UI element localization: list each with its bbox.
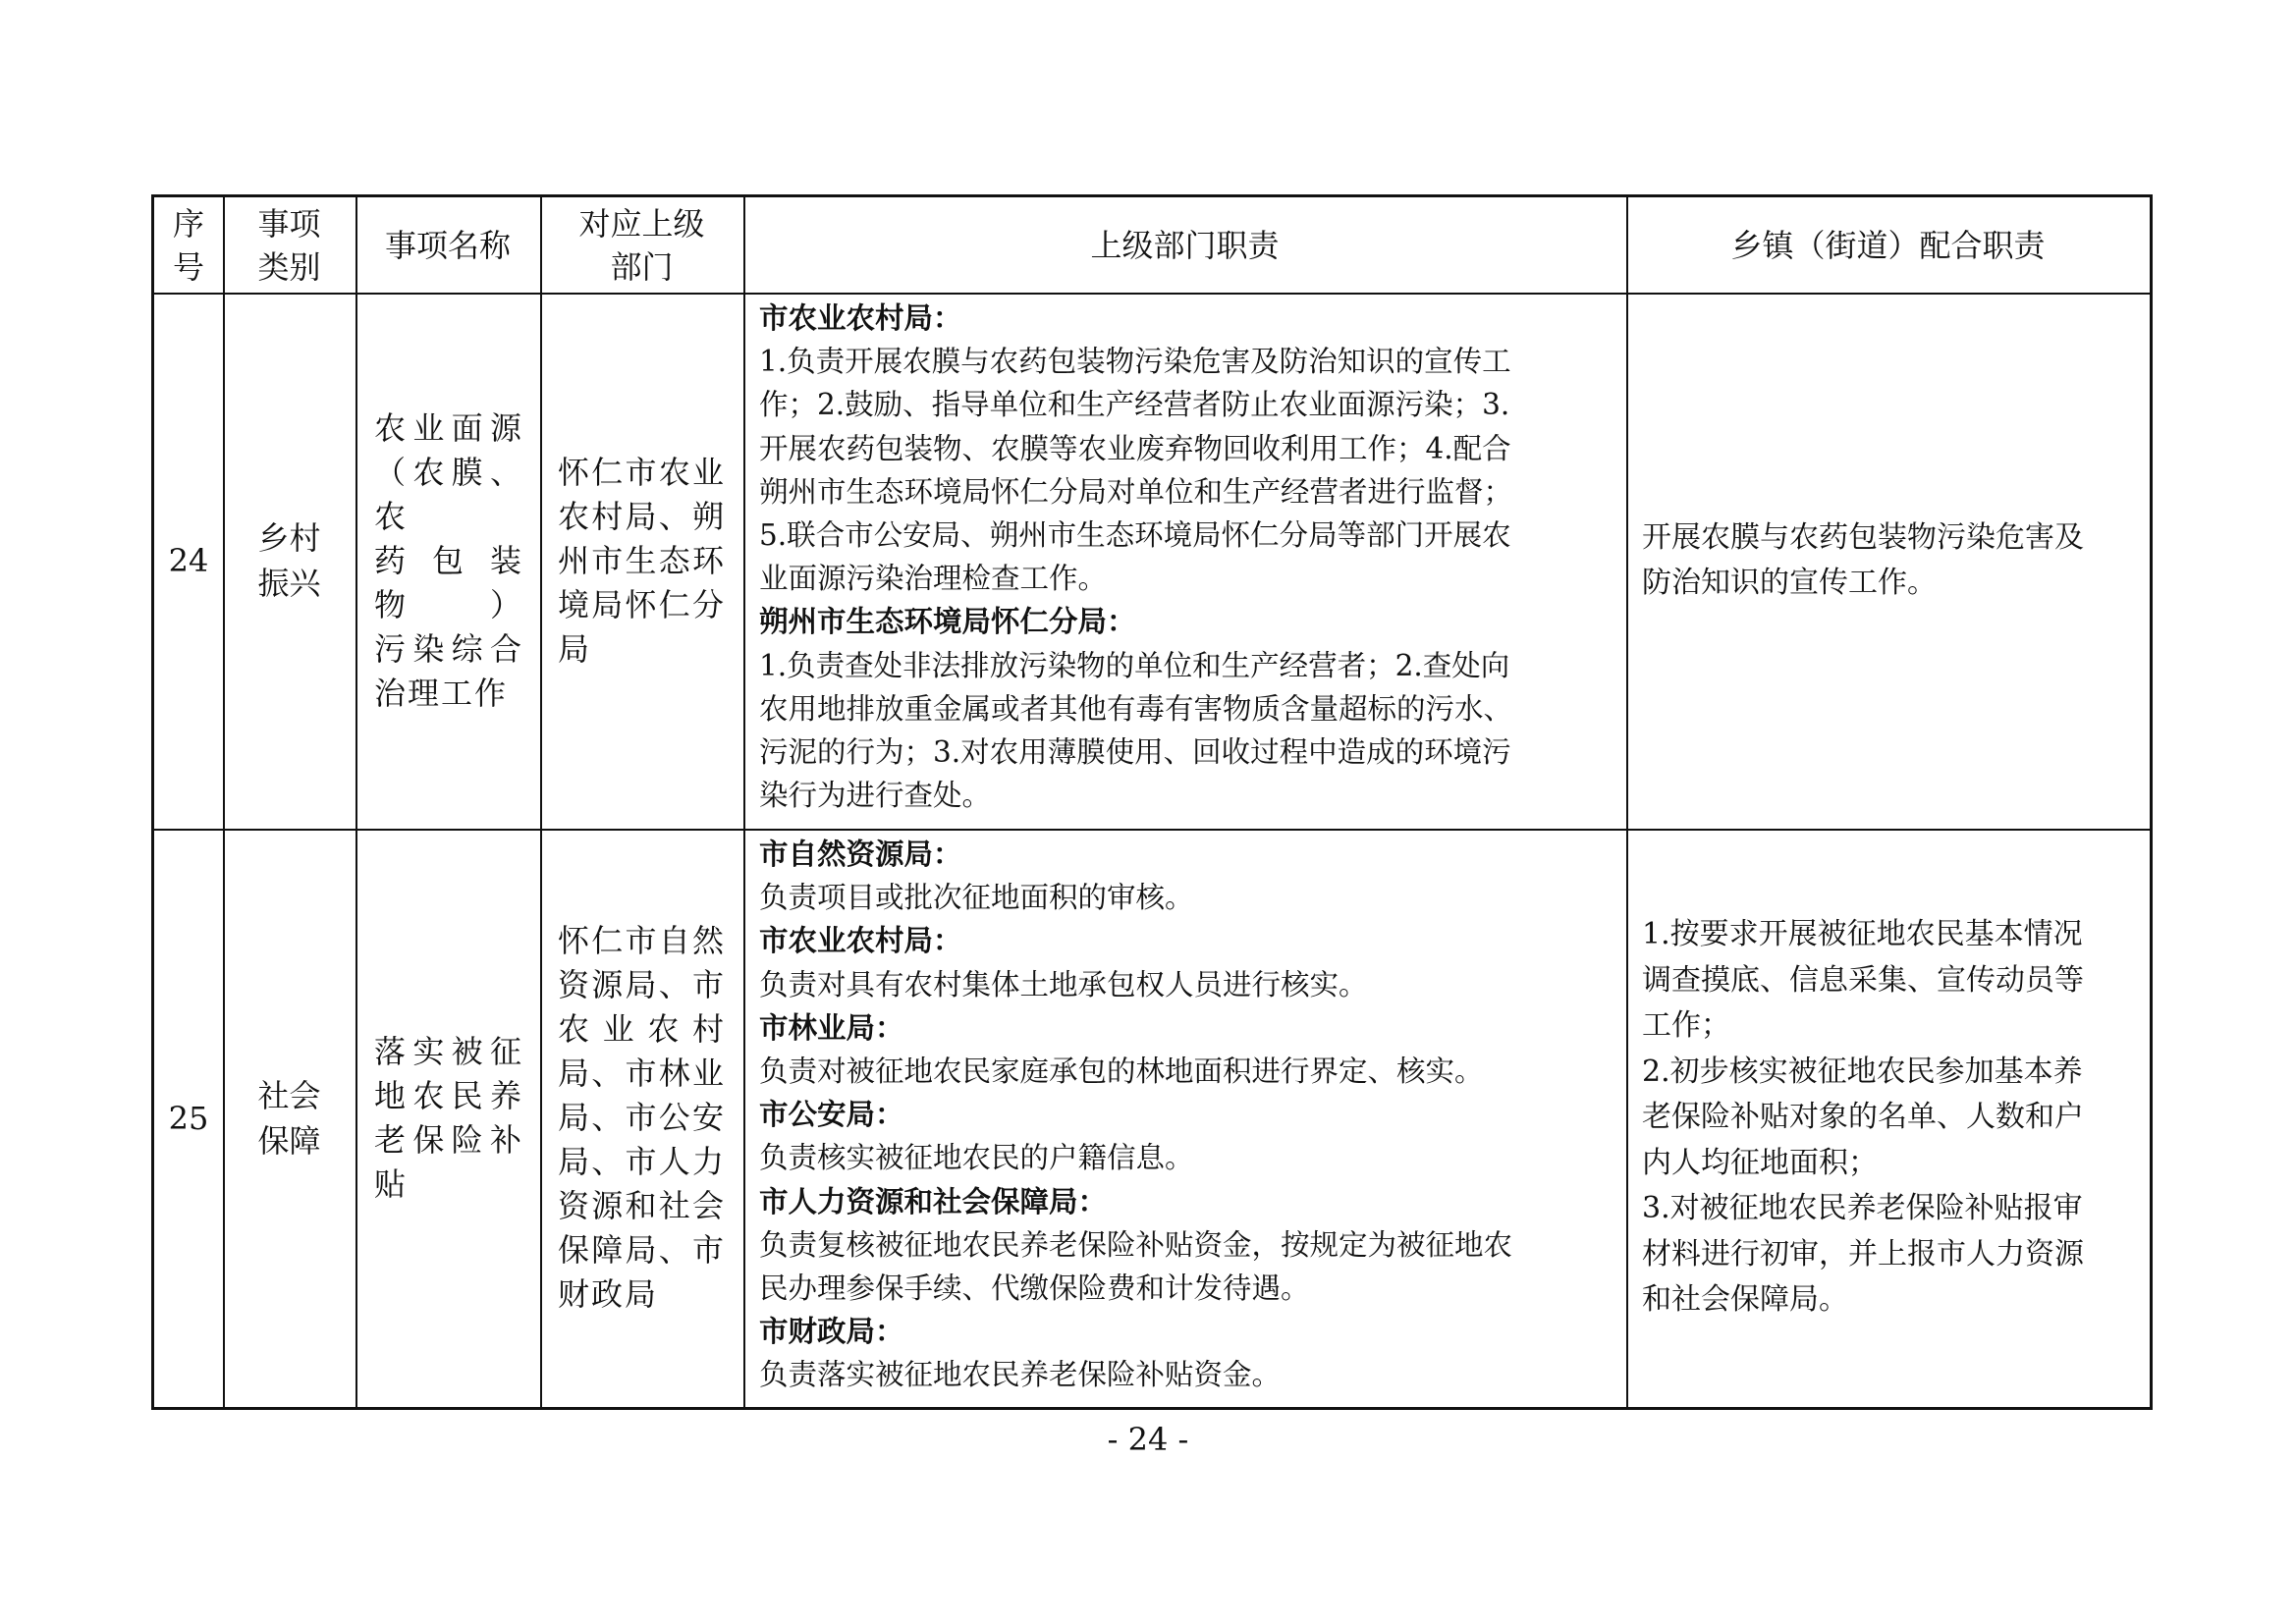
dept-heading: 市农业农村局：: [759, 300, 962, 335]
header-upper-dept: 对应上级 部门: [578, 204, 705, 286]
row-24-upper-dept: 怀仁市农业 农村局、朔 州市生态环 境局怀仁分 局: [558, 453, 726, 668]
header-upper-duties: 上级部门职责: [1090, 226, 1280, 264]
duty-line: 染行为进行查处。: [759, 779, 992, 813]
dept-heading: 市农业农村局：: [759, 923, 962, 958]
duty-line: 民办理参保手续、代缴保险费和计发待遇。: [759, 1271, 1310, 1306]
row-24-seq: 24: [168, 542, 209, 579]
row-24-town-duties: 开展农膜与农药包装物污染危害及 防治知识的宣传工作。: [1642, 519, 2084, 600]
duty-line: 负责项目或批次征地面积的审核。: [759, 881, 1194, 915]
row-25-upper-duties: [743, 829, 1626, 1407]
row-25-seq: 25: [168, 1099, 209, 1137]
duty-line: 污泥的行为；3.对农用薄膜使用、回收过程中造成的环境污: [759, 735, 1511, 770]
duty-line: 开展农药包装物、农膜等农业废弃物回收利用工作；4.配合: [759, 431, 1511, 465]
duty-line: 5.联合市公安局、朔州市生态环境局怀仁分局等部门开展农: [759, 518, 1511, 553]
duty-line: 业面源污染治理检查工作。: [759, 562, 1108, 596]
page-number: - 24 -: [1107, 1421, 1189, 1458]
header-category: 事项 类别: [257, 204, 321, 286]
row-24-upper-duties: [743, 293, 1626, 829]
duty-line: 负责对被征地农民家庭承包的林地面积进行界定、核实。: [759, 1055, 1484, 1089]
row-25-upper-dept: 怀仁市自然 资源局、市 农业农村 局、市林业 局、市公安 局、市人力 资源和社会 保障局、市 财政局: [558, 922, 726, 1313]
row-24-category: 乡村 振兴: [257, 519, 321, 602]
header-item-name: 事项名称: [384, 226, 511, 264]
header-seq: 序 号: [172, 204, 204, 286]
grid-line: [540, 197, 542, 1407]
dept-heading: 市公安局：: [759, 1097, 904, 1132]
dept-heading: 市财政局：: [759, 1314, 904, 1349]
responsibility-table: [151, 194, 2153, 1410]
duty-line: 负责核实被征地农民的户籍信息。: [759, 1141, 1194, 1175]
duty-line: 朔州市生态环境局怀仁分局对单位和生产经营者进行监督；: [759, 474, 1513, 509]
duty-line: 农用地排放重金属或者其他有毒有害物质含量超标的污水、: [759, 691, 1513, 726]
dept-heading: 市自然资源局：: [759, 837, 962, 871]
grid-line: [355, 197, 357, 1407]
dept-heading: 市人力资源和社会保障局：: [759, 1183, 1108, 1218]
duty-line: 1.负责查处非法排放污染物的单位和生产经营者；2.查处向: [759, 648, 1510, 682]
row-25-item-name: 落实被征 地农民养 老保险补 贴: [374, 1032, 523, 1203]
row-25-town-duties: 1.按要求开展被征地农民基本情况 调查摸底、信息采集、宣传动员等 工作； 2.初步核实被征地农民参加基本养 老保险补贴对象的名单、人数和户 内人均征地面积； 3.对被征地农民养老保险补贴报审 材料进行初审，并上报市人力资源 和社会保障局。: [1642, 917, 2084, 1318]
header-town-duties: 乡镇（街道）配合职责: [1730, 226, 2046, 264]
duty-line: 负责复核被征地农民养老保险补贴资金，按规定为被征地农: [759, 1227, 1513, 1262]
row-25-category: 社会 保障: [257, 1076, 321, 1160]
duty-line: 负责落实被征地农民养老保险补贴资金。: [759, 1358, 1282, 1392]
dept-heading: 朔州市生态环境局怀仁分局：: [759, 604, 1136, 639]
duty-line: 1.负责开展农膜与农药包装物污染危害及防治知识的宣传工: [759, 345, 1511, 379]
dept-heading: 市林业局：: [759, 1009, 904, 1045]
duty-line: 负责对具有农村集体土地承包权人员进行核实。: [759, 967, 1368, 1001]
duty-line: 作；2.鼓励、指导单位和生产经营者防止农业面源污染；3.: [759, 388, 1510, 422]
row-24-item-name: 农业面源 （农膜、农 药包装物） 污染综合 治理工作: [374, 408, 523, 712]
